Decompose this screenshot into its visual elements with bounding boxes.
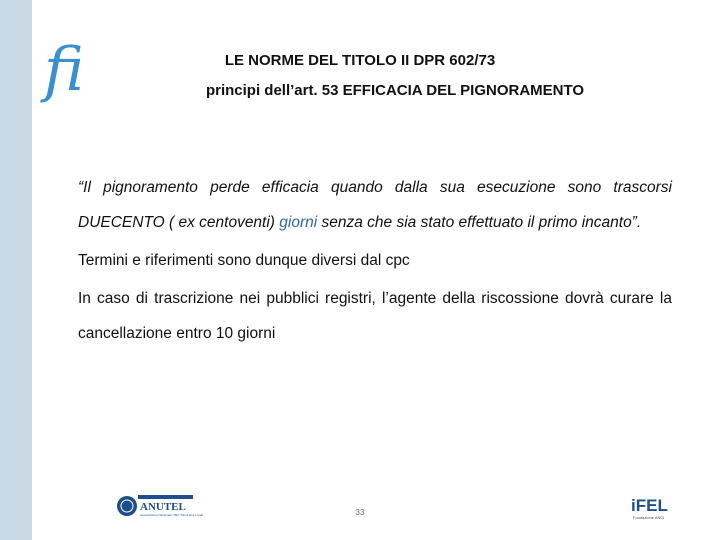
svg-text:ANUTEL: ANUTEL: [140, 501, 186, 513]
quote-text-part1: “Il pignoramento perde efficacia quando dalla sua esecuzione sono trascorsi DUECENTO ( ex centoventi): [78, 179, 672, 231]
svg-text:fi: fi: [44, 35, 85, 105]
quote-text-part2: senza che sia stato effettuato il primo incanto”.: [317, 214, 642, 231]
anutel-logo: [116, 494, 203, 518]
fi-logo-icon: [40, 32, 100, 104]
slide-content: [78, 170, 672, 351]
page-number: 33: [355, 508, 365, 517]
svg-text:iFEL: iFEL: [631, 496, 668, 515]
ifel-logo: [630, 492, 670, 522]
paragraph-terms: Termini e riferimenti sono dunque diversi dal cpc: [78, 252, 410, 269]
page-subtitle: principi dell’art. 53 EFFICACIA DEL PIGNORAMENTO: [205, 82, 585, 99]
paragraph-cancellation: In caso di trascrizione nei pubblici registri, l’agente della riscossione dovrà curare la cancellazione entro 10 giorni: [78, 290, 672, 342]
svg-text:Fondazione ANCI: Fondazione ANCI: [633, 515, 665, 520]
svg-text:Associazione Nazionale Uffici: Associazione Nazionale Uffici Tributi Enti Locali: [140, 513, 203, 517]
page-title: LE NORME DEL TITOLO II DPR 602/73: [224, 52, 496, 69]
quote-highlight: giorni: [279, 214, 318, 231]
quote-paragraph: [78, 170, 672, 240]
left-decorative-band: [0, 0, 32, 540]
